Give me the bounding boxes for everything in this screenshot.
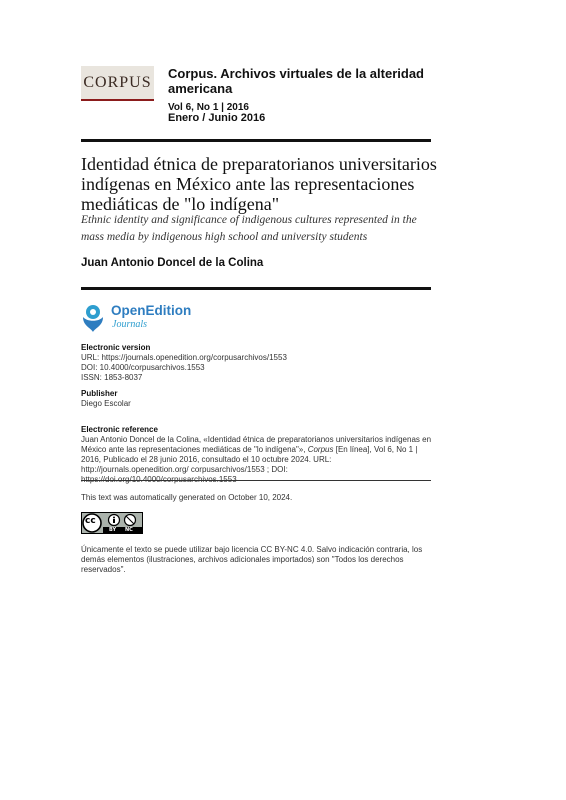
cc-badge-nc: NC: [125, 526, 133, 533]
header-divider: [81, 139, 431, 142]
reference-text-end: [En línea], Vol 6, No 1 | 2016, Publicado el 28 junio 2016, consultado el 10 octubre 2024. URL: http://journals.openedition.org/ corpusarchivos/1553 ; DOI:: [81, 445, 418, 474]
publisher-block: [81, 389, 431, 409]
electronic-version-doi[interactable]: DOI: 10.4000/corpusarchivos.1553: [81, 363, 205, 372]
openedition-name: OpenEdition: [111, 303, 192, 318]
issue-info: Vol 6, No 1 | 2016: [168, 102, 249, 113]
reference-journal-italic: Corpus: [307, 445, 334, 454]
electronic-reference-text: [81, 435, 431, 485]
publisher-label: Publisher: [81, 389, 118, 398]
cc-badge-by: BY: [109, 526, 117, 533]
electronic-version-block: [81, 343, 431, 383]
issue-date: Enero / Junio 2016: [168, 112, 266, 124]
journal-logo-text: CORPUS: [83, 74, 152, 91]
article-author: Juan Antonio Doncel de la Colina: [81, 257, 264, 269]
article-title: Identidad étnica de preparatorianos universitarios indígenas en México ante las representaciones mediáticas de "lo indígena": [81, 154, 437, 214]
reference-text-start: Juan Antonio Doncel de la Colina, «Identidad étnica de preparatorianos universitarios indígenas en México ante las representaciones mediáticas de "lo indígena"»,: [81, 435, 432, 454]
openedition-tagline: Journals: [112, 319, 147, 330]
openedition-flower-icon: [81, 304, 105, 334]
generated-note: This text was automatically generated on October 10, 2024.: [81, 493, 293, 502]
publisher-name: Diego Escolar: [81, 399, 131, 408]
journal-logo-underline: [81, 99, 154, 101]
title-divider: [81, 287, 431, 290]
journal-title: Corpus. Archivos virtuales de la alteridad americana: [168, 66, 424, 96]
electronic-version-label: Electronic version: [81, 343, 151, 352]
electronic-reference-label: Electronic reference: [81, 425, 158, 434]
electronic-reference-block: [81, 425, 431, 485]
article-subtitle: Ethnic identity and significance of indigenous cultures represented in the mass media by indigenous high school and university students: [81, 214, 417, 243]
license-text: Únicamente el texto se puede utilizar bajo licencia CC BY-NC 4.0. Salvo indicación contraria, los demás elementos (ilustraciones, archivos adicionales importados) son "Todos los derechos reservados".: [81, 545, 423, 574]
cc-badge-text: cc: [85, 516, 96, 526]
reference-divider: [81, 480, 431, 481]
cc-by-nc-icon[interactable]: [81, 512, 143, 534]
journal-logo: [81, 66, 154, 101]
openedition-logo: [81, 303, 201, 335]
electronic-version-url[interactable]: URL: https://journals.openedition.org/corpusarchivos/1553: [81, 353, 287, 362]
electronic-version-issn: ISSN: 1853-8037: [81, 373, 143, 382]
